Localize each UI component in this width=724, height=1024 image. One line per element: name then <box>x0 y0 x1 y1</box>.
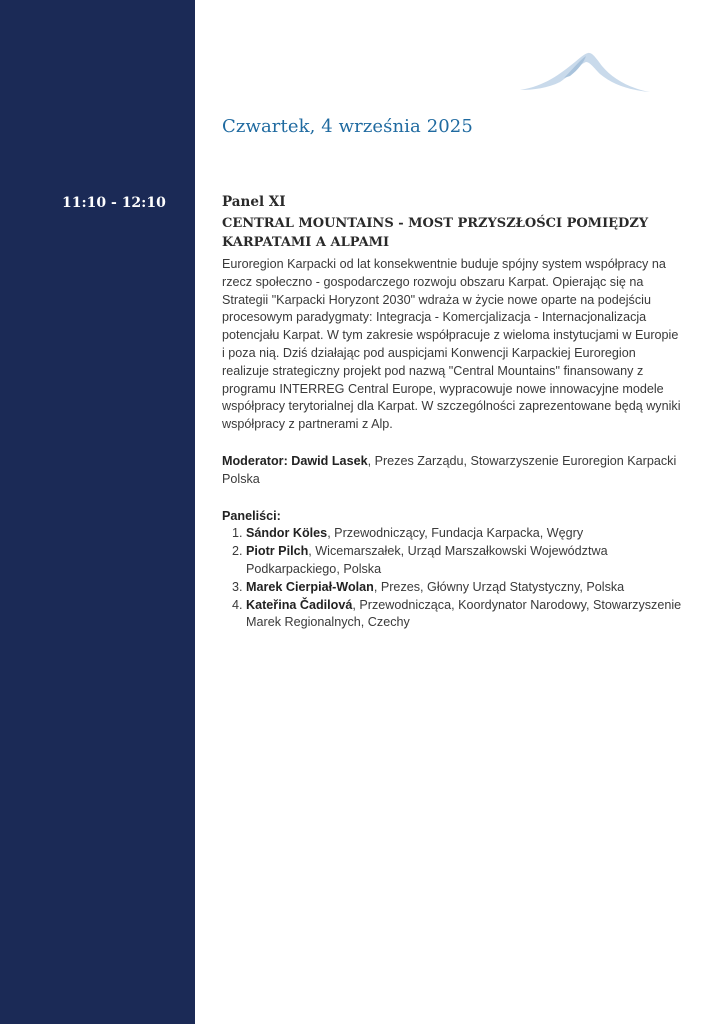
moderator-line <box>222 453 682 489</box>
date-heading: Czwartek, 4 września 2025 <box>222 116 473 137</box>
list-item <box>222 543 682 579</box>
panelist-number: 2. <box>232 544 243 559</box>
list-item <box>222 597 682 633</box>
time-range: 11:10 - 12:10 <box>62 195 166 211</box>
panelist-name: Marek Cierpiał-Wolan <box>246 579 374 594</box>
panelist-name: Sándor Köles <box>246 526 328 541</box>
panelists-list <box>222 525 682 632</box>
panel-label: Panel XI <box>222 194 286 210</box>
moderator-label: Moderator: <box>222 453 288 468</box>
panelist-role: , Przewodnicząca, Koordynator Narodowy, Stowarzyszenie Marek Regionalnych, Czechy <box>246 597 682 630</box>
panel-description: Euroregion Karpacki od lat konsekwentnie buduje spójny system współpracy na rzecz społeczno - gospodarczego rozwoju obszaru Karpat. Opierając się na Strategii "Karpacki Horyzont 2030" wdraża w życie nowe oparte na podejściu procesowym paradygmaty: Integracja - Komercjalizacja - Internacjonalizacja potencjału Karpat. W tym zakresie współpracuje z wieloma instytucjami w Europie i poza nią. Dziś działając pod auspicjami Konwencji Karpackiej Euroregion realizuje strategiczny projekt pod nazwą "Central Mountains" finansowany z programu INTERREG Central Europe, wypracowuje nowe innowacyjne modele współpracy terytorialnej dla Karpat. W szczególności zaprezentowane będą wyniki współpracy z partnerami z Alp. <box>222 257 681 432</box>
mountain-logo-icon <box>520 44 650 96</box>
panelist-role: , Wicemarszałek, Urząd Marszałkowski Województwa Podkarpackiego, Polska <box>246 544 608 576</box>
session-content <box>222 194 682 632</box>
moderator-name: Dawid Lasek <box>291 453 368 468</box>
list-item <box>222 579 682 597</box>
panelist-number: 3. <box>232 579 243 594</box>
panelist-number: 4. <box>232 597 243 612</box>
panelist-name: Kateřina Čadilová <box>246 597 353 612</box>
moderator-role: , Prezes Zarządu, Stowarzyszenie Euroregion Karpacki Polska <box>222 453 677 486</box>
panelist-name: Piotr Pilch <box>246 544 309 559</box>
panelist-number: 1. <box>232 526 243 541</box>
panelist-role: , Prezes, Główny Urząd Statystyczny, Polska <box>373 579 625 594</box>
panel-title: CENTRAL MOUNTAINS - MOST PRZYSZŁOŚCI POMIĘDZY KARPATAMI A ALPAMI <box>222 216 649 250</box>
list-item <box>222 525 682 543</box>
panelist-role: , Przewodniczący, Fundacja Karpacka, Węgry <box>327 526 584 541</box>
panelists-heading: Paneliści: <box>222 508 281 523</box>
sidebar-band <box>0 0 195 1024</box>
